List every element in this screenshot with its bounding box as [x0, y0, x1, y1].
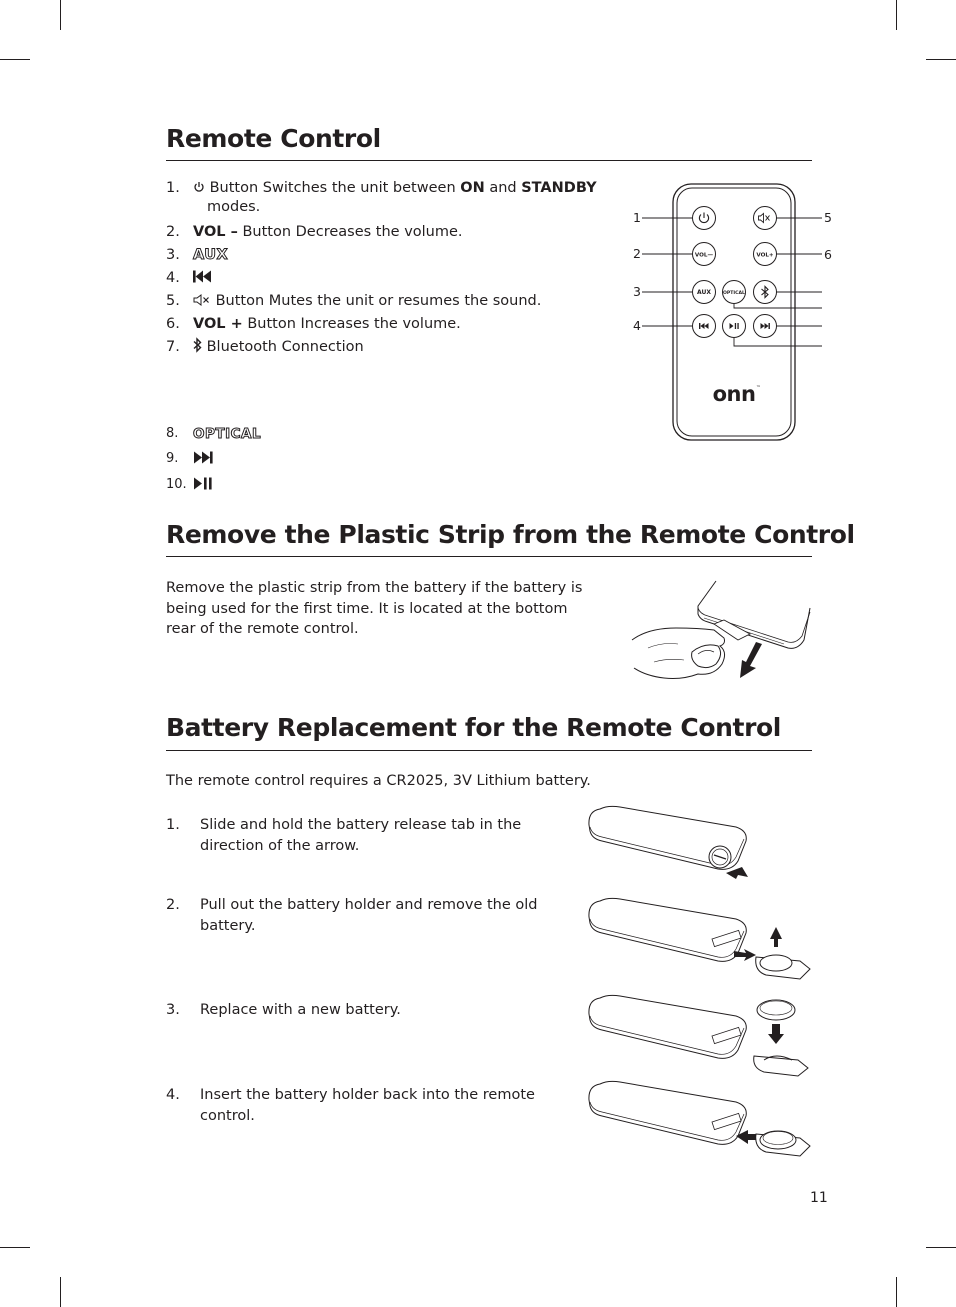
power-icon: [193, 181, 205, 193]
callout-number: 6: [824, 247, 832, 262]
item-desc: Mutes the unit or resumes the sound.: [268, 293, 542, 309]
mute-icon: [193, 294, 211, 306]
item-number: 4.: [166, 270, 180, 286]
item-outline-label: AUX: [193, 247, 229, 263]
section-rule: [166, 556, 812, 557]
item-number: 1.: [166, 180, 180, 196]
section-title-remote-control: Remote Control: [166, 124, 381, 153]
plastic-strip-text: Remove the plastic strip from the battery if the battery is being used for the first time. It is located at the bottom rear of the remote control.: [166, 580, 583, 637]
step-number: 3.: [166, 1002, 180, 1018]
battery-step-4-illustration: [586, 1080, 812, 1166]
crop-mark: [60, 0, 61, 30]
plastic-strip-illustration: [628, 578, 814, 686]
remote-brand-tm: ™: [756, 385, 761, 391]
battery-intro: The remote control requires a CR2025, 3V Lithium battery.: [166, 773, 591, 789]
item-on: ON: [460, 180, 485, 196]
remote-vol-plus-label: VOL+: [756, 252, 774, 259]
remote-diagram: [628, 182, 832, 444]
crop-mark: [926, 59, 956, 60]
section-title-battery: Battery Replacement for the Remote Control: [166, 713, 781, 742]
item-number: 6.: [166, 316, 180, 332]
item-number: 5.: [166, 293, 180, 309]
item-aux: [193, 245, 228, 265]
remote-optical-label: OPTICAL: [723, 291, 745, 296]
callout-number: 3: [633, 284, 641, 299]
battery-step-3-illustration: [586, 994, 812, 1078]
item-power: [193, 178, 597, 198]
item-desc: Switches the unit between: [262, 180, 456, 196]
item-standby: STANDBY: [521, 180, 597, 196]
crop-mark: [926, 1247, 956, 1248]
section-title-plastic-strip: Remove the Plastic Strip from the Remote Control: [166, 520, 855, 549]
item-optical: [193, 424, 261, 444]
remote-mute-button: [754, 207, 777, 230]
item-number: 2.: [166, 224, 180, 240]
callout-number: 5: [824, 210, 832, 225]
item-number: 7.: [166, 339, 180, 355]
crop-mark: [896, 1277, 897, 1307]
item-and: and: [489, 180, 517, 196]
item-number: 9.: [166, 451, 179, 466]
battery-step-1-illustration: [586, 805, 756, 881]
step-number: 4.: [166, 1087, 180, 1103]
item-desc: Bluetooth Connection: [206, 339, 364, 355]
callout-number: 4: [633, 318, 641, 333]
item-mute: [193, 291, 541, 311]
crop-mark: [0, 1247, 30, 1248]
item-vol-minus: [193, 222, 463, 242]
item-desc: Decreases the volume.: [295, 224, 463, 240]
item-bold: VOL –: [193, 224, 238, 240]
step-number: 1.: [166, 817, 180, 833]
item-next: [193, 449, 213, 469]
bluetooth-icon: [193, 338, 202, 352]
section-rule: [166, 750, 812, 751]
battery-step-2-illustration: [586, 895, 812, 985]
item-vol-plus: [193, 314, 461, 334]
item-outline-label: OPTICAL: [193, 426, 262, 442]
crop-mark: [0, 59, 30, 60]
step-text: Replace with a new battery.: [200, 1002, 401, 1018]
section-rule: [166, 160, 812, 161]
item-previous: [193, 268, 213, 288]
item-desc: Increases the volume.: [300, 316, 461, 332]
page-number: 11: [810, 1190, 828, 1206]
crop-mark: [896, 0, 897, 30]
item-bluetooth: [193, 337, 364, 357]
item-label: Button: [242, 224, 292, 240]
item-number: 3.: [166, 247, 180, 263]
step-text: Pull out the battery holder and remove the old battery.: [200, 897, 538, 934]
step-text: Slide and hold the battery release tab in the direction of the arrow.: [200, 817, 522, 854]
play-pause-icon: [193, 477, 213, 490]
next-icon: [193, 451, 213, 464]
item-number: 8.: [166, 426, 179, 441]
item-play-pause: [193, 475, 213, 495]
callout-number: 1: [633, 210, 641, 225]
step-text: Insert the battery holder back into the remote control.: [200, 1087, 535, 1124]
remote-brand-logo: onn: [712, 382, 756, 406]
remote-vol-minus-label: VOL—: [694, 252, 714, 259]
item-number: 10.: [166, 477, 187, 492]
previous-icon: [193, 270, 213, 283]
remote-play-pause-button: [723, 315, 746, 338]
crop-mark: [60, 1277, 61, 1307]
item-desc-continued: modes.: [207, 199, 261, 215]
remote-aux-label: AUX: [697, 289, 711, 297]
item-label: Button: [209, 180, 259, 196]
item-bold: VOL +: [193, 316, 243, 332]
callout-number: 2: [633, 246, 641, 261]
item-label: Button: [215, 293, 265, 309]
step-number: 2.: [166, 897, 180, 913]
item-label: Button: [247, 316, 296, 332]
